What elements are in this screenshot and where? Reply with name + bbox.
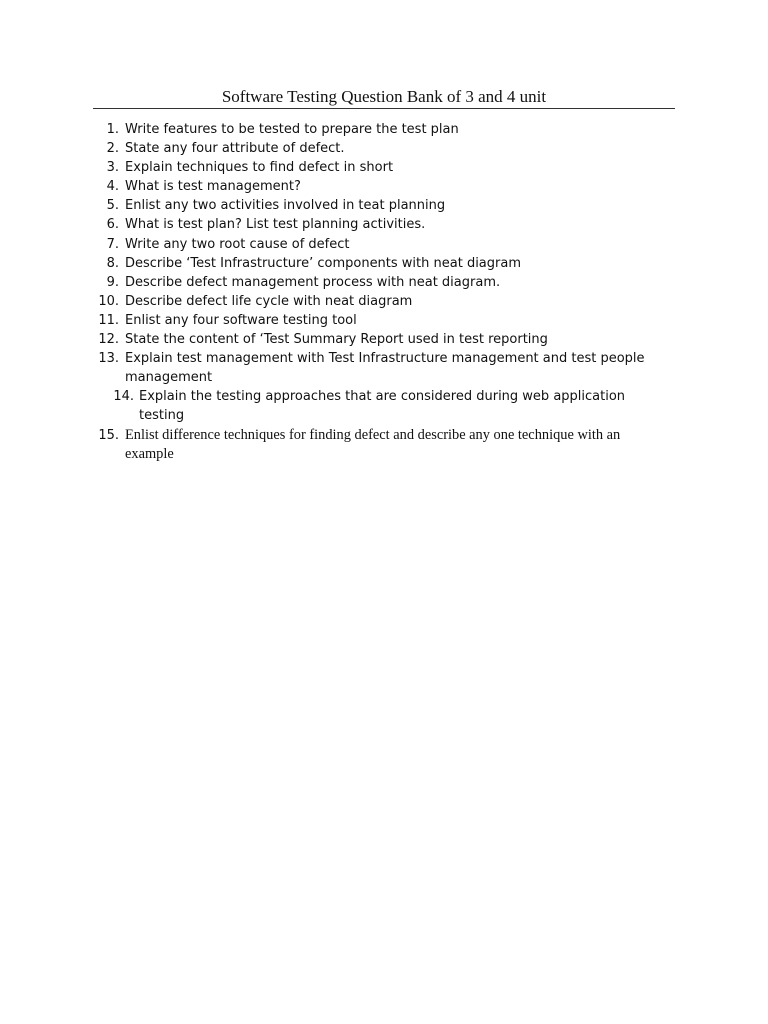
question-number: 10. [98, 293, 119, 309]
question-text: Explain the testing approaches that are considered during web application testing [139, 389, 626, 424]
question-item [0, 349, 768, 387]
question-text: Explain techniques to find defect in short [125, 160, 394, 176]
question-number: 8. [106, 255, 119, 271]
question-item [0, 139, 768, 158]
page-title: Software Testing Question Bank of 3 and 4 unit [221, 87, 547, 106]
question-text: What is test plan? List test planning activities. [125, 217, 426, 233]
question-text: Write any two root cause of defect [125, 236, 350, 252]
title-underline [93, 108, 675, 109]
question-text: Enlist any four software testing tool [125, 312, 357, 328]
question-item [0, 273, 768, 292]
question-text: Explain test management with Test Infrastructure management and test people management [125, 351, 645, 386]
question-text: Describe ‘Test Infrastructure’ components with neat diagram [125, 255, 522, 271]
question-number: 2. [106, 141, 119, 157]
question-number: 11. [98, 312, 119, 328]
question-item [0, 330, 768, 349]
question-number: 3. [106, 160, 119, 176]
question-item [0, 292, 768, 311]
question-item [0, 215, 768, 234]
question-list [0, 120, 768, 464]
question-item [0, 158, 768, 177]
question-number: 12. [98, 332, 119, 348]
question-number: 7. [106, 236, 119, 252]
question-text: Write features to be tested to prepare the test plan [125, 122, 459, 137]
question-text: Describe defect management process with neat diagram. [125, 274, 501, 290]
question-number: 1. [106, 122, 119, 137]
question-number: 14. [113, 389, 134, 405]
question-number: 13. [98, 351, 119, 367]
question-item [0, 426, 768, 464]
question-item [0, 387, 768, 425]
question-number: 5. [106, 198, 119, 214]
question-text: Describe defect life cycle with neat diagram [125, 293, 413, 309]
question-text: State any four attribute of defect. [125, 141, 345, 157]
question-number: 9. [106, 274, 119, 290]
question-text: What is test management? [125, 179, 301, 195]
question-item [0, 196, 768, 215]
question-text: Enlist difference techniques for finding defect and describe any one technique with an example [125, 426, 621, 462]
question-item [0, 120, 768, 139]
question-number: 15. [98, 427, 119, 443]
question-number: 6. [106, 217, 119, 233]
question-item [0, 235, 768, 254]
question-item [0, 311, 768, 330]
question-item [0, 177, 768, 196]
question-text: State the content of ‘Test Summary Report used in test reporting [125, 332, 548, 348]
question-text: Enlist any two activities involved in teat planning [125, 198, 446, 214]
question-item [0, 254, 768, 273]
question-number: 4. [106, 179, 119, 195]
